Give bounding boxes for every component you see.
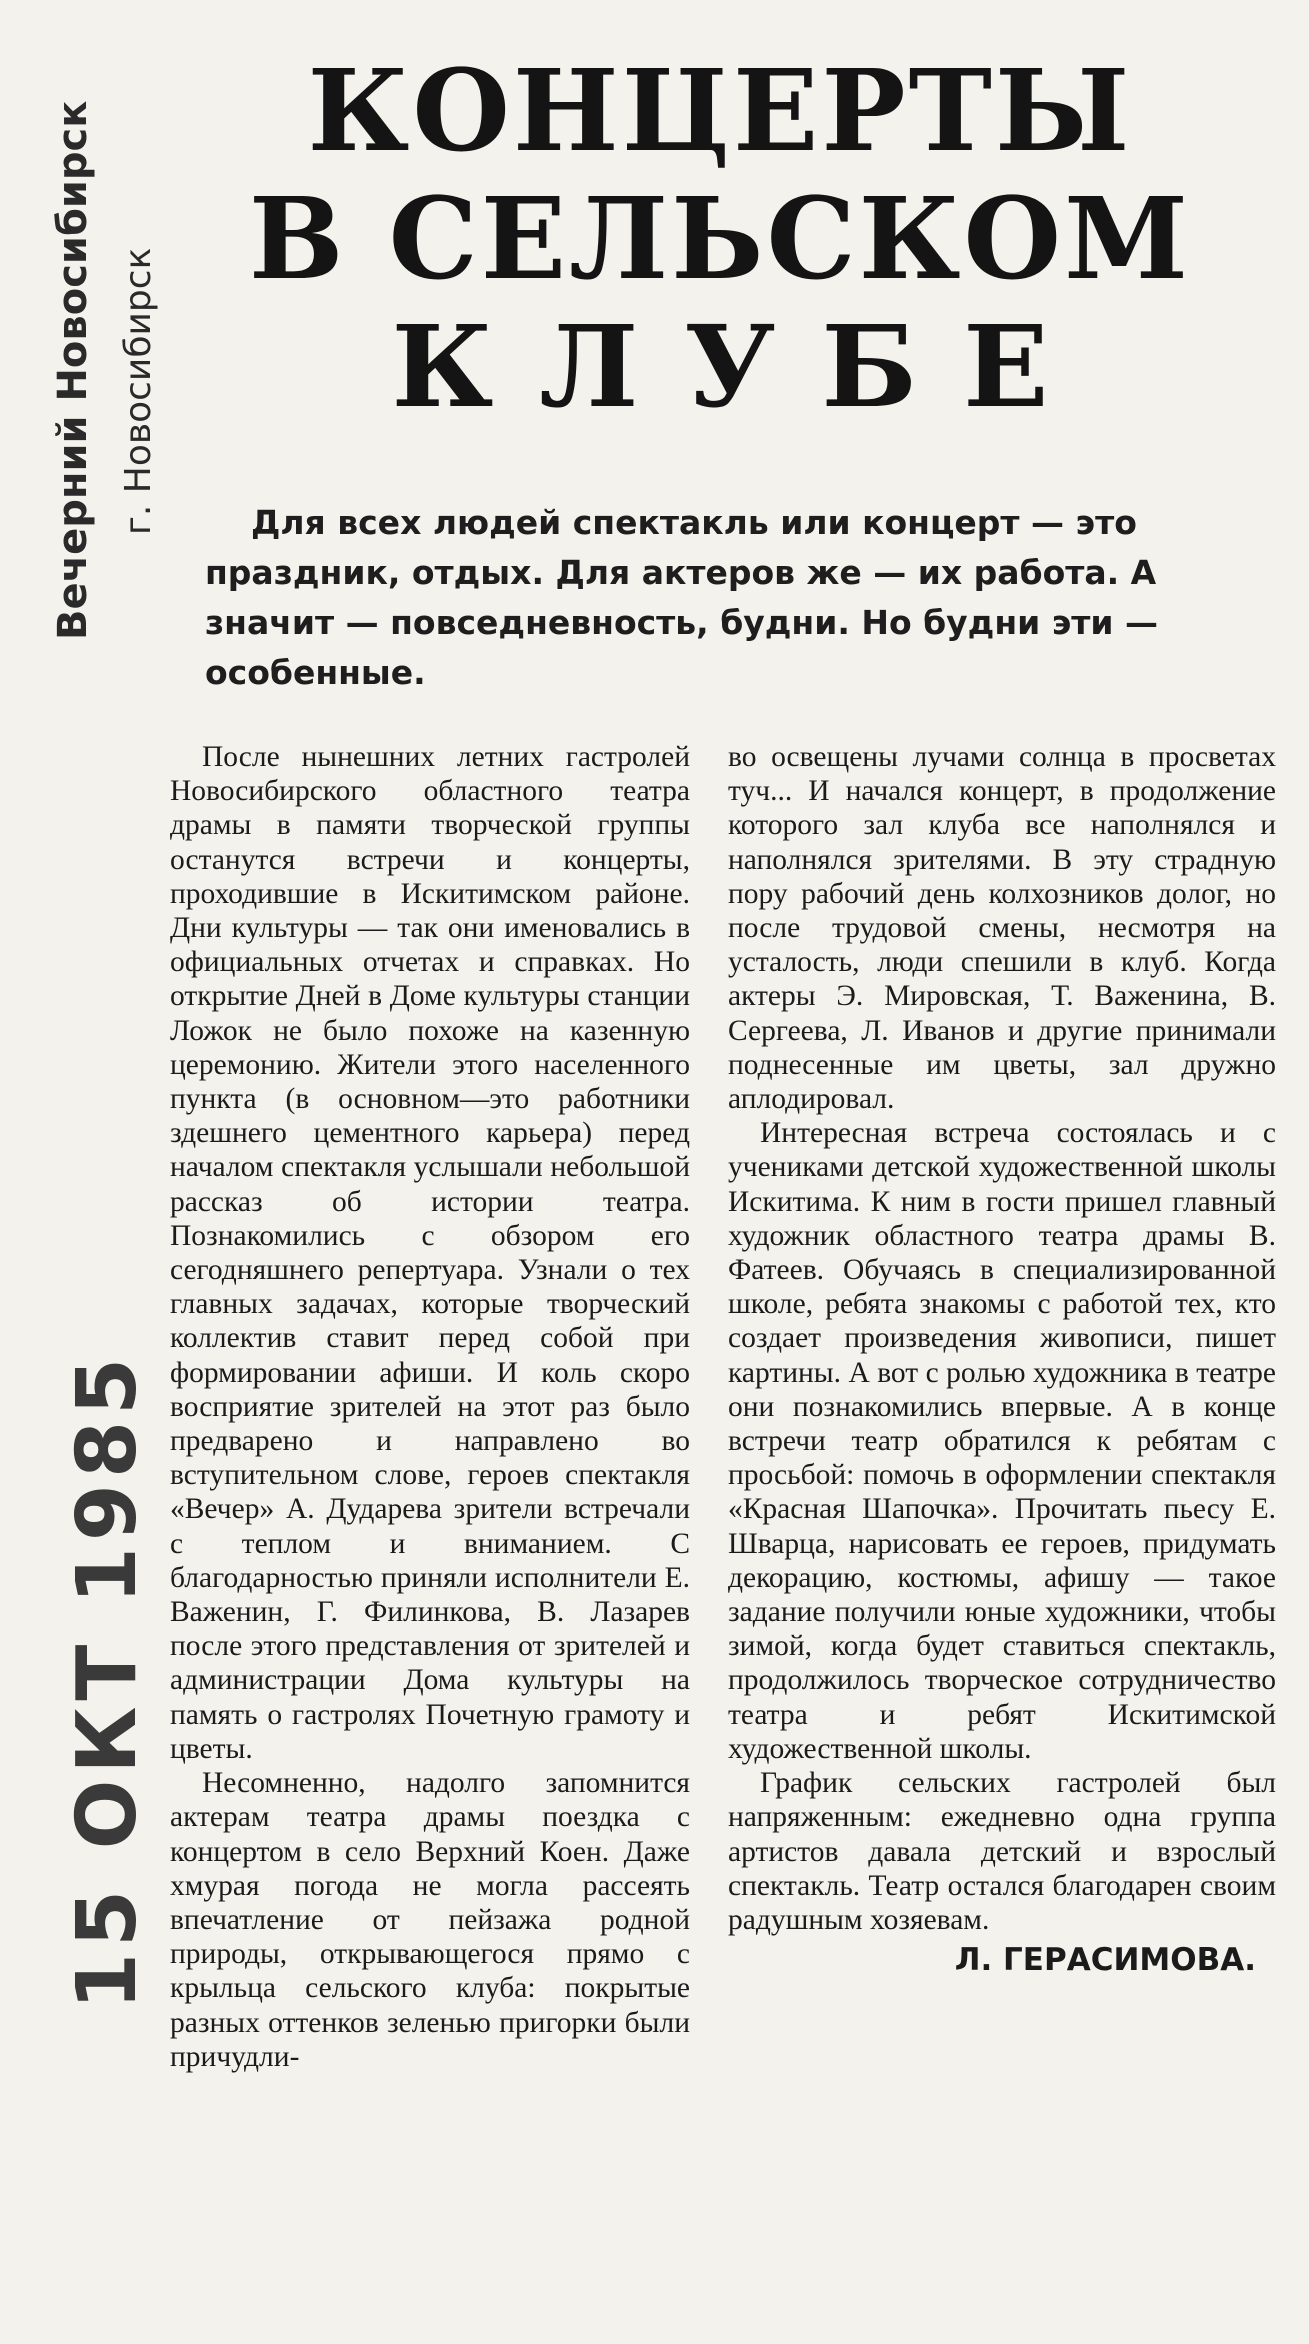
paragraph: Интересная встреча состоялась и с учениками детской художественной школы Искитима. К ним в гости пришел главный художник областного театра драмы В. Фатеев. Обучаясь в специализированной школе, ребята знакомы с работой тех, кто создает произведения живописи, пишет картины. А вот с ролью художника в театре они познакомились впервые. А в конце встречи театр обратился к ребятам с просьбой: помочь в оформлении спектакля «Красная Шапочка». Прочитать пьесу Е. Шварца, нарисовать ее героев, придумать декорацию, костюмы, афишу — такое задание получили юные художники, чтобы зимой, когда будет ставиться спектакль, продолжилось творческое сотрудничество театра и ребят Искитимской художественной школы.: [728, 1117, 1276, 1765]
article-column-left: [170, 740, 690, 2074]
paragraph: График сельских гастролей был напряженным: ежедневно одна группа артистов давала детский и взрослый спектакль. Театр остался благодарен своим радушным хозяевам.: [728, 1767, 1276, 1936]
paragraph: После нынешних летних гастролей Новосибирского областного театра драмы в памяти творческой группы останутся встречи и концерты, проходившие в Искитимском районе. Дни культуры — так они именовались в официальных отчетах и справках. Но открытие Дней в Доме культуры станции Ложок не было похоже на казенную церемонию. Жители этого населенного пункта (в основном—это работники здешнего цементного карьера) перед началом спектакля услышали небольшой рассказ об истории театра. Познакомились с обзором его сегодняшнего репертуара. Узнали о тех главных задачах, которые творческий коллектив ставит перед собой при формировании афиши. И коль скоро восприятие зрителей на этот раз было предварено и направлено во вступительном слове, героев спектакля «Вечер» А. Дударева зрители встречали с теплом и вниманием. С благодарностью приняли исполнители Е. Важенин, Г. Филинкова, В. Лазарев после этого представления от зрителей и администрации Дома культуры на память о гастролях Почетную грамоту и цветы.: [170, 741, 690, 1765]
headline-line-2: В СЕЛЬСКОМ: [248, 174, 1192, 305]
date-stamp: 15 ОКТ 1985: [60, 1351, 155, 2010]
paragraph: Несомненно, надолго запомнится актерам театра драмы поездка с концертом в село Верхний Коен. Даже хмурая погода не могла рассеять впечатление от пейзажа родной природы, открывающегося прямо с крыльца сельского клуба: покрытые разных оттенков зеленью пригорки были причудли-: [170, 1767, 690, 2073]
article-column-right: [728, 740, 1276, 1977]
headline-line-3: КЛУБЕ: [391, 302, 1095, 433]
author-signature: Л. ГЕРАСИМОВА.: [954, 1942, 1256, 1979]
article-headline: [200, 48, 1240, 432]
headline-line-1: КОНЦЕРТЫ: [307, 46, 1133, 177]
newspaper-name: Вечерний Новосибирск: [50, 100, 96, 640]
paragraph-continued: во освещены лучами солнца в просветах туч... И начался концерт, в продолжение которого зал клуба все наполнялся и наполнялся зрителями. В эту страдную пору рабочий день колхозников долог, но после трудовой смены, несмотря на усталость, люди спешили в клуб. Когда актеры Э. Мировская, Т. Важенина, В. Сергеева, Л. Иванов и другие принимали поднесенные им цветы, зал дружно аплодировал.: [728, 741, 1276, 1116]
newspaper-city: г. Новосибирск: [118, 247, 159, 535]
article-lead: Для всех людей спектакль или концерт — это праздник, отдых. Для актеров же — их работа. А значит — повседневность, будни. Но будни эти — особенные.: [205, 503, 1159, 692]
